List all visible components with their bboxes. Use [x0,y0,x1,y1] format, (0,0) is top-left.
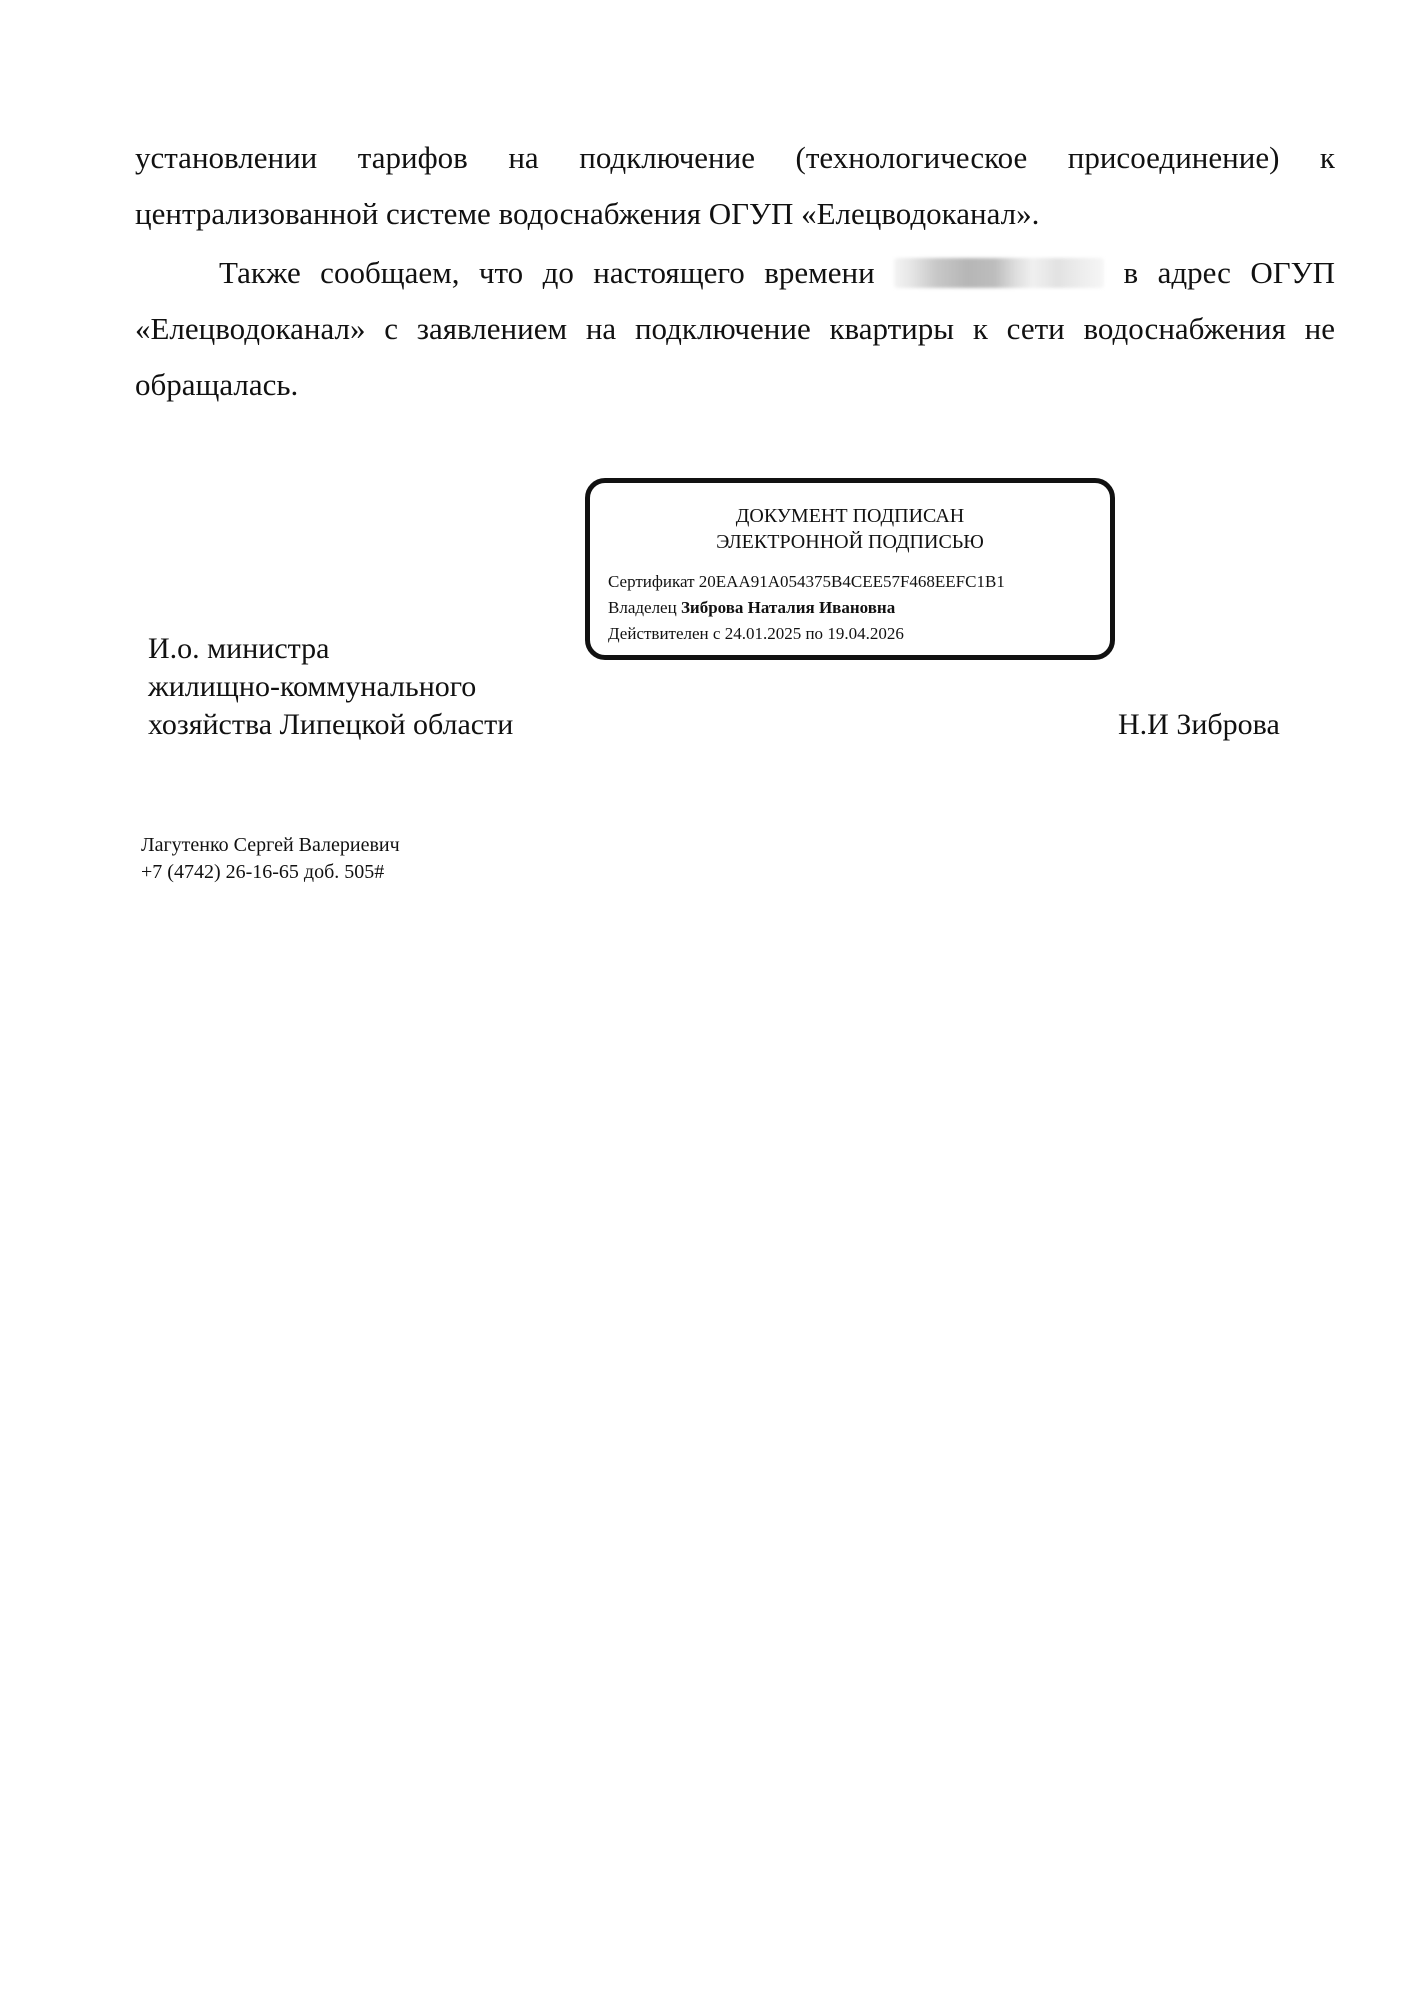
owner-value: Зиброва Наталия Ивановна [680,598,896,617]
valid-from-date: 24.01.2025 [724,624,802,643]
cert-label: Сертификат [608,572,695,591]
signer-position-line-1: И.о. министра [148,632,330,665]
signer-position [148,630,513,744]
signer-position-line-3: хозяйства Липецкой области [148,708,514,741]
body-paragraph-1: установлении тарифов на подключение (технологическое присоединение) к централизованной системе водоснабжения ОГУП «Елецводоканал». [135,140,1335,231]
valid-to-label: по [805,624,824,643]
stamp-title-line-2: ЭЛЕКТРОННОЙ ПОДПИСЬЮ [716,531,984,553]
paragraph-2-start: Также сообщаем, что до настоящего времени [219,255,875,290]
stamp-title [590,503,1110,555]
cert-value: 20EAA91A054375B4CEE57F468EEFC1B1 [698,572,1005,591]
executor-name: Лагутенко Сергей Валериевич [141,834,400,856]
owner-label: Владелец [608,598,677,617]
executor-contact [141,832,400,886]
signer-position-line-2: жилищно-коммунального [148,670,477,703]
valid-from-label: Действителен с [608,624,721,643]
stamp-owner [608,597,895,619]
body-paragraph-2 [135,245,1335,413]
electronic-signature-stamp [585,478,1115,660]
valid-to-date: 19.04.2026 [827,624,904,643]
signer-name: Н.И Зиброва [1118,708,1280,741]
stamp-validity [608,623,904,645]
redacted-name-block [894,258,1104,288]
executor-phone: +7 (4742) 26-16-65 доб. 505# [141,861,385,883]
paragraph-2-end: в адрес ОГУП «Елецводоканал» с заявлением на подключение квартиры к сети водоснабжения не обращалась. [135,255,1336,402]
stamp-certificate [608,571,1005,593]
stamp-title-line-1: ДОКУМЕНТ ПОДПИСАН [735,505,965,527]
